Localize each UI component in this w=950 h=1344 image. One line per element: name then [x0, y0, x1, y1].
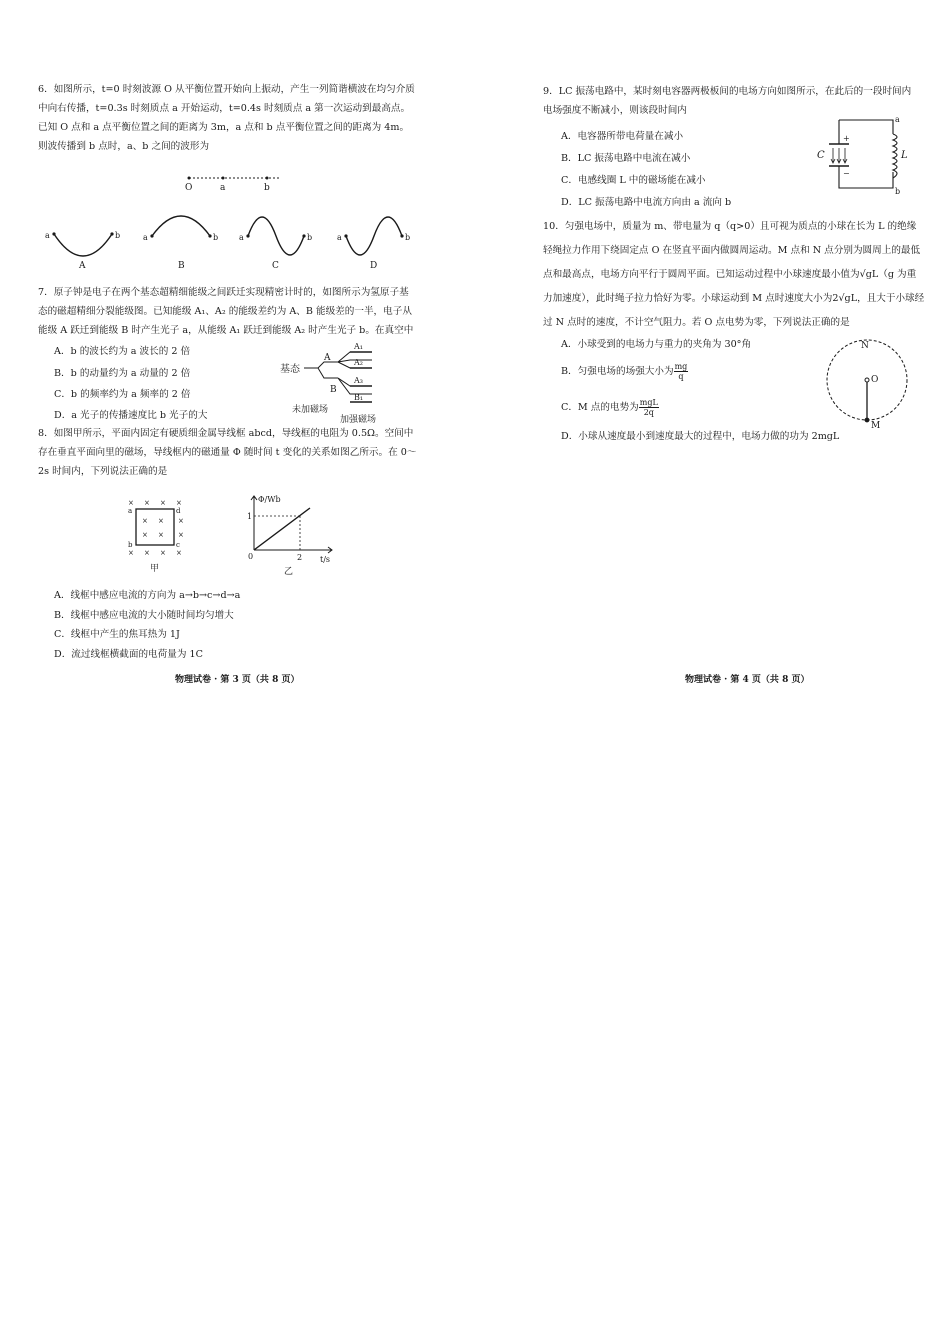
question-7-text: 7．原子钟是电子在两个基态超精细能级之间跃迁实现精密计时的，如图所示为氢原子基态的磁超精细分裂能级图。已知能级 A₁、A₂ 的能级差约为 A、B 能级差的一半，电子从能级 A 跃迁到能级 B 时产生光子 a，从能级 A₁ 跃迁到能级 A₂ 时产生光子 b。在真空中 [38, 287, 414, 336]
svg-text:×: × [142, 517, 148, 525]
q7-option-a: A．b 的波长约为 a 波长的 2 倍 [54, 346, 191, 357]
q10-option-d: D．小球从速度最小到速度最大的过程中，电场力做的功为 2mgL [561, 431, 840, 442]
svg-text:b: b [307, 233, 313, 242]
strong-field-label: 加强磁场 [340, 415, 377, 425]
graph-origin: 0 [248, 552, 254, 561]
svg-text:A: A [79, 261, 86, 271]
svg-text:b: b [213, 233, 219, 242]
fig-yi-label: 乙 [284, 567, 294, 577]
svg-text:×: × [178, 531, 184, 539]
point-n-label: N [861, 341, 869, 351]
svg-text:×: × [158, 517, 164, 525]
v-min-value: √gL [859, 269, 879, 280]
svg-text:×: × [142, 531, 148, 539]
frame-corner-a: a [128, 507, 133, 515]
q7-option-b: B．b 的动量约为 a 动量的 2 倍 [54, 368, 191, 379]
svg-text:×: × [144, 499, 150, 507]
wave-option-b [143, 216, 218, 271]
question-10-text: 10．匀强电场中，质量为 m、带电量为 q（q>0）且可视为质点的小球在长为 L 的绝缘轻绳拉力作用下绕固定点 O 在竖直平面内做圆周运动。M 点和 N 点分别为圆周上的最低点和最高点，电场方向平行于圆周平面。已知运动过程中小球速度最小值为√gL（g 为重力加速度），此时绳子拉力恰好为零。小球运动到 M 点时速度大小为2√gL，且大于小球经过 N 点时的速度，不计空气阻力。若 O 点电势为零，下列说法正确的是 [543, 221, 925, 328]
graph-x-label: t/s [320, 555, 331, 564]
axis-label-b: b [264, 183, 270, 193]
wave-option-a [45, 231, 120, 271]
q8-option-d: D．流过线框横截面的电荷量为 1C [54, 649, 203, 660]
q8-option-c: C．线框中产生的焦耳热为 1J [54, 629, 180, 640]
svg-text:D: D [370, 261, 378, 271]
svg-text:b: b [405, 233, 411, 242]
q10-option-a: A．小球受到的电场力与重力的夹角为 30°角 [561, 339, 752, 350]
inductor-label: L [901, 150, 908, 161]
frame-corner-c: c [176, 541, 180, 549]
v-m-value: 2√gL [832, 293, 858, 304]
capacitor-minus: − [843, 169, 850, 178]
frame-corner-d: d [176, 507, 181, 515]
q10-circle-figure [821, 334, 917, 430]
q7-option-c: C．b 的频率约为 a 频率的 2 倍 [54, 389, 191, 400]
q9-lc-circuit [813, 110, 913, 196]
question-9-text: 9．LC 振荡电路中，某时刻电容器两极板间的电场方向如图所示，在此后的一段时间内电场强度不断减小，则该段时间内 [543, 86, 912, 116]
q9-option-a: A．电容器所带电荷量在减小 [561, 131, 684, 142]
q8-flux-graph [240, 490, 340, 578]
graph-x-tick: 2 [297, 553, 303, 562]
node-b-label: b [895, 187, 901, 196]
q9-option-b: B．LC 振荡电路中电流在减小 [561, 153, 691, 164]
q7-option-d: D．a 光子的传播速度比 b 光子的大 [54, 410, 208, 421]
axis-label-o: O [185, 183, 193, 193]
q6-axis-figure [175, 170, 295, 194]
graph-y-label: Φ/Wb [258, 495, 281, 504]
q9-option-d: D．LC 振荡电路中电流方向由 a 流向 b [561, 197, 732, 208]
frame-corner-b: b [128, 541, 133, 549]
axis-label-a: a [220, 183, 226, 193]
fig-jia-label: 甲 [150, 564, 160, 574]
svg-text:×: × [176, 549, 182, 557]
svg-text:b: b [115, 231, 121, 240]
point-o-label: O [871, 375, 879, 385]
wave-option-c [239, 217, 312, 271]
svg-text:a: a [337, 233, 342, 242]
svg-text:×: × [128, 499, 134, 507]
svg-text:a: a [143, 233, 148, 242]
ground-state-label: 基态 [280, 364, 300, 375]
svg-text:×: × [158, 531, 164, 539]
svg-text:A₂: A₂ [354, 358, 363, 367]
svg-text:A: A [324, 353, 331, 363]
q8-figure-frame [118, 495, 198, 575]
question-8-text: 8．如图甲所示，平面内固定有硬质细金属导线框 abcd，导线框的电阻为 0.5Ω。空间中存在垂直平面向里的磁场，导线框内的磁通量 Φ 随时间 t 变化的关系如图乙所示。在 0～2s 时间内，下列说法正确的是 [38, 428, 417, 477]
capacitor-label: C [817, 150, 825, 161]
svg-text:×: × [128, 549, 134, 557]
node-a-label: a [895, 115, 900, 124]
graph-y-tick: 1 [247, 512, 253, 521]
svg-text:B₁: B₁ [354, 393, 364, 402]
right-page [475, 0, 950, 700]
svg-text:×: × [144, 549, 150, 557]
right-page-footer: 物理试卷 · 第 4 页（共 8 页） [685, 675, 810, 685]
q9-option-c: C．电感线圈 L 中的磁场能在减小 [561, 175, 706, 186]
svg-text:×: × [176, 499, 182, 507]
q10-option-b: B．匀强电场的场强大小为 $\frac{mg}{q}$ [561, 362, 688, 381]
left-page [0, 0, 475, 700]
capacitor-plus: + [843, 134, 850, 143]
q8-option-b: B．线框中感应电流的大小随时间均匀增大 [54, 610, 234, 621]
left-page-footer: 物理试卷 · 第 3 页（共 8 页） [175, 675, 300, 685]
svg-text:×: × [160, 549, 166, 557]
question-6-text: 6．如图所示，t=0 时刻波源 O 从平衡位置开始向上振动，产生一列简谐横波在均匀介质中向右传播，t=0.3s 时刻质点 a 开始运动，t=0.4s 时刻质点 a 第一次运动到最高点。已知 O 点和 a 点平衡位置之间的距离为 3m，a 点和 b 点平衡位置之间的距离为 4m。则波传播到 b 点时，a、b 之间的波形为 [38, 84, 415, 152]
q10-option-c: C．M 点的电势为 $\frac{\text{mgL}}{2q}$ [561, 398, 658, 417]
svg-text:a: a [45, 231, 50, 240]
svg-text:C: C [272, 261, 279, 271]
svg-text:B: B [330, 385, 337, 395]
q8-option-a: A．线框中感应电流的方向为 a→b→c→d→a [54, 590, 241, 601]
q6-wave-options [40, 210, 420, 272]
svg-text:×: × [160, 499, 166, 507]
svg-text:B: B [178, 261, 185, 271]
no-field-label: 未加磁场 [292, 405, 329, 415]
point-m-label: M [871, 421, 881, 430]
q7-energy-level-diagram [278, 338, 408, 426]
svg-text:A₃: A₃ [354, 376, 363, 385]
svg-text:A₁: A₁ [354, 342, 363, 351]
svg-text:×: × [178, 517, 184, 525]
svg-text:a: a [239, 233, 244, 242]
wave-option-d [337, 217, 410, 271]
